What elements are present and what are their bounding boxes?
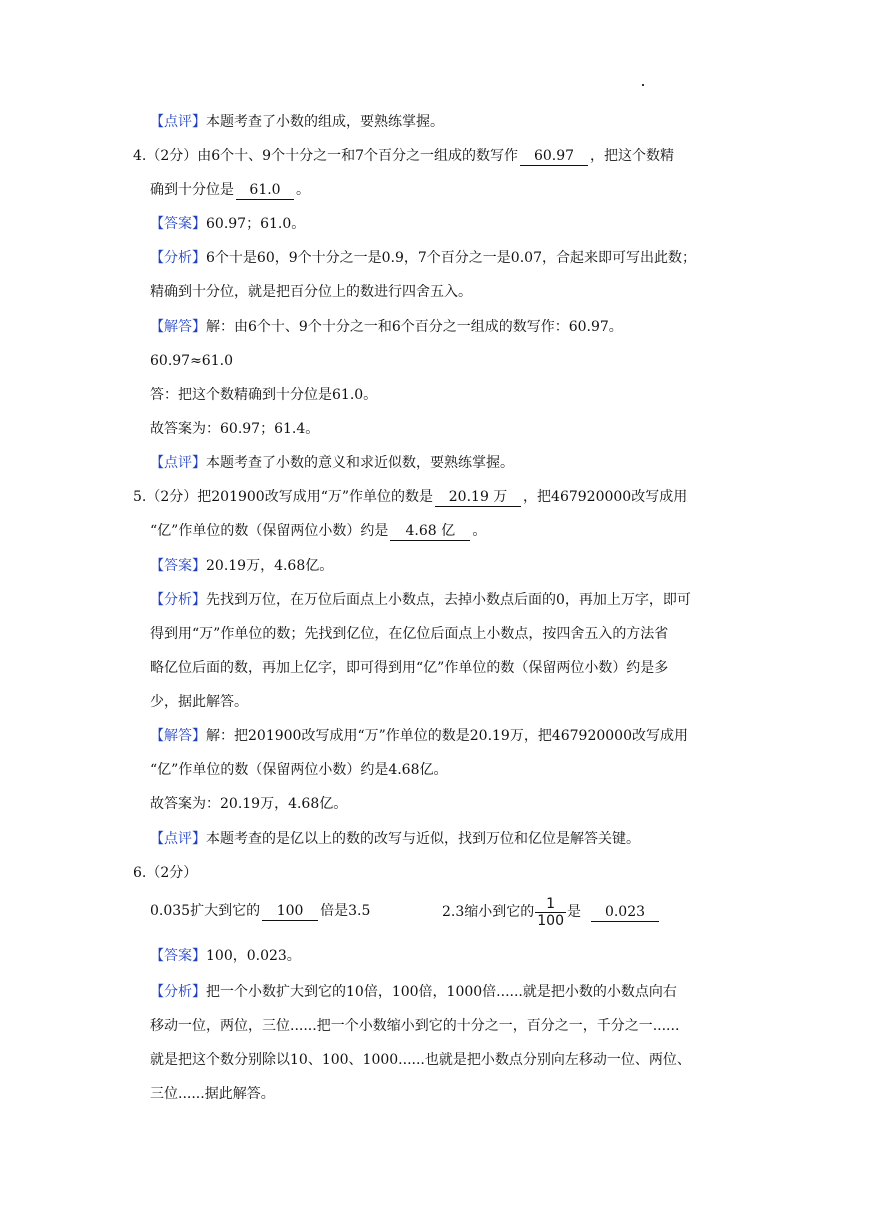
q4-stem-b: ，把这个数精 xyxy=(590,148,674,164)
q4-analysis-text-1: 6个十是60，9个十分之一是0.9，7个百分之一是0.07，合起来即可写出此数； xyxy=(206,250,696,266)
q5-stem-c: “亿”作单位的数（保留两位小数）约是 xyxy=(150,523,389,539)
analysis-label: 【分析】 xyxy=(150,984,206,1000)
q6-right-blank: 0.023 xyxy=(591,903,659,922)
solution-label: 【解答】 xyxy=(150,319,206,335)
q4-answer-text: 60.97；61.0。 xyxy=(206,216,306,232)
q6-fraction xyxy=(535,896,566,929)
q6-answer-text: 100，0.023。 xyxy=(206,948,301,964)
q5-analysis-3: 略亿位后面的数，再加上亿字，即可得到用“亿”作单位的数（保留两位小数）约是多 xyxy=(150,660,669,676)
q4-comment-text: 本题考查了小数的意义和求近似数，要熟练掌握。 xyxy=(206,455,514,471)
q4-stem-a: 4.（2分）由6个十、9个十分之一和7个百分之一组成的数写作 xyxy=(133,148,518,164)
q6-analysis-2: 移动一位，两位，三位......把一个小数缩小到它的十分之一，百分之一，千分之一...... xyxy=(150,1018,680,1034)
comment-label: 【点评】 xyxy=(150,455,206,471)
q4-solution-3: 答：把这个数精确到十分位是61.0。 xyxy=(150,387,378,403)
q6-analysis-text-1: 把一个小数扩大到它的10倍，100倍，1000倍......就是把小数的小数点向右 xyxy=(206,984,677,1000)
q5-analysis-4: 少，据此解答。 xyxy=(150,694,248,710)
q5-analysis-1 xyxy=(150,590,691,610)
comment-label: 【点评】 xyxy=(150,114,206,130)
q5-solution-1 xyxy=(150,726,688,746)
answer-label: 【答案】 xyxy=(150,948,206,964)
q4-answer xyxy=(150,214,305,234)
q4-analysis-1 xyxy=(150,248,696,268)
q4-final: 故答案为：60.97；61.4。 xyxy=(150,421,320,437)
header-dot xyxy=(642,84,644,86)
q4-stem-d: 。 xyxy=(296,182,310,198)
q6-right-part xyxy=(442,895,661,929)
q6-stem: 6.（2分） xyxy=(133,865,198,881)
q3-comment-text: 本题考查了小数的组成，要熟练掌握。 xyxy=(206,114,444,130)
answer-label: 【答案】 xyxy=(150,558,206,574)
q6-analysis-3: 就是把这个数分别除以10、100、1000......也就是把小数点分别向左移动一位、两位、 xyxy=(150,1052,691,1068)
q4-stem-line1 xyxy=(133,146,674,166)
q4-comment xyxy=(150,453,514,473)
q6-analysis-4: 三位......据此解答。 xyxy=(150,1086,275,1102)
analysis-label: 【分析】 xyxy=(150,250,206,266)
q5-stem-b: ，把467920000改写成用 xyxy=(523,489,688,505)
q6-analysis-1 xyxy=(150,982,677,1002)
q4-blank-2: 61.0 xyxy=(236,181,294,200)
q6-right-a: 2.3缩小到它的 xyxy=(442,904,535,920)
q6-left-blank: 100 xyxy=(262,902,318,921)
q5-stem-line1 xyxy=(133,487,687,507)
q5-blank-1: 20.19 万 xyxy=(435,488,521,507)
q4-blank-1: 60.97 xyxy=(520,147,588,166)
q5-solution-2: “亿”作单位的数（保留两位小数）约是4.68亿。 xyxy=(150,762,448,778)
q4-solution-1 xyxy=(150,317,623,337)
q5-answer xyxy=(150,556,333,576)
q4-stem-line2 xyxy=(150,180,310,200)
q6-answer xyxy=(150,946,301,966)
q5-stem-a: 5.（2分）把201900改写成用“万”作单位的数是 xyxy=(133,489,434,505)
q5-final: 故答案为：20.19万，4.68亿。 xyxy=(150,796,348,812)
answer-label: 【答案】 xyxy=(150,216,206,232)
q4-solution-2: 60.97≈61.0 xyxy=(150,353,233,369)
q6-left-part xyxy=(150,901,370,921)
q4-stem-c: 确到十分位是 xyxy=(150,182,234,198)
q3-comment xyxy=(150,112,444,132)
q6-left-b: 倍是3.5 xyxy=(320,903,371,919)
q6-right-b: 是 xyxy=(567,904,581,920)
q5-stem-line2 xyxy=(150,521,486,541)
q4-analysis-2: 精确到十分位，就是把百分位上的数进行四舍五入。 xyxy=(150,284,472,300)
solution-label: 【解答】 xyxy=(150,728,206,744)
q5-comment-text: 本题考查的是亿以上的数的改写与近似，找到万位和亿位是解答关键。 xyxy=(206,831,640,847)
q4-solution-text-1: 解：由6个十、9个十分之一和6个百分之一组成的数写作：60.97。 xyxy=(206,319,623,335)
q5-stem-d: 。 xyxy=(472,523,487,539)
q5-comment xyxy=(150,829,640,849)
comment-label: 【点评】 xyxy=(150,831,206,847)
q6-frac-numerator: 1 xyxy=(546,895,556,912)
q6-left-a: 0.035扩大到它的 xyxy=(150,903,261,919)
q5-analysis-2: 得到用“万”作单位的数；先找到亿位，在亿位后面点上小数点，按四舍五入的方法省 xyxy=(150,626,669,642)
q6-frac-denominator: 100 xyxy=(537,912,564,929)
q5-answer-text: 20.19万，4.68亿。 xyxy=(206,558,334,574)
analysis-label: 【分析】 xyxy=(150,592,206,608)
q5-solution-text-1: 解：把201900改写成用“万”作单位的数是20.19万，把467920000改写成用 xyxy=(206,728,689,744)
q5-blank-2: 4.68 亿 xyxy=(390,522,470,541)
q5-analysis-text-1: 先找到万位，在万位后面点上小数点，去掉小数点后面的0，再加上万字，即可 xyxy=(206,592,691,608)
